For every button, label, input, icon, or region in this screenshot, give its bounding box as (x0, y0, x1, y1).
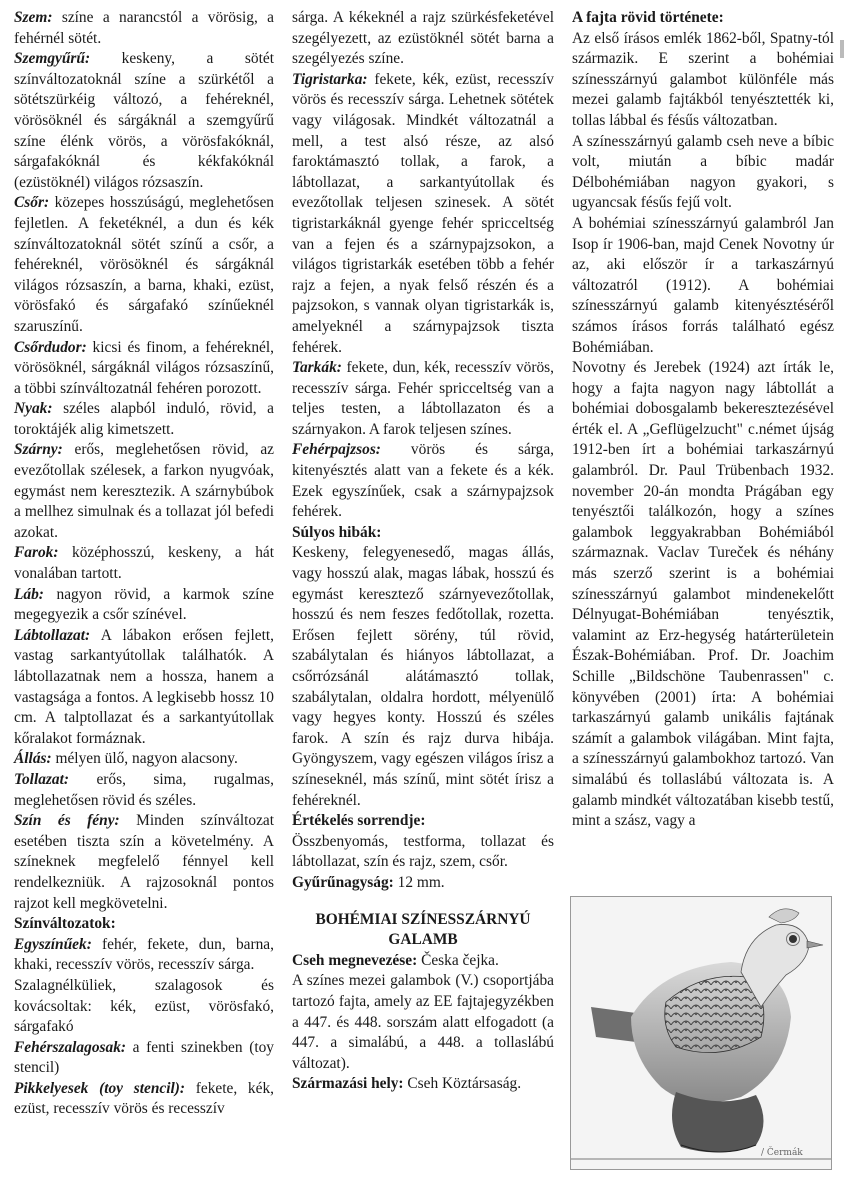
field-text: Keskeny, felegyenesedő, magas állás, vagy hosszú alak, magas lábak, hosszú és egymást keresztező szárnyevezőtollak, hosszú és nem feszes fedőtollak, rozetta. Erősen fejlett sörény, túl rövid, szabálytalan és hiányos lábtollazat, a csőrrózsánál alátámasztó tollak, szabálytalan, oldalra hordott, mélyenülő vagy hegyes konty. Hosszú és széles farok. A szín és rajz durva hibája. Gyöngyszem, vagy egészen világos írisz a színeseknél, más színű, mint sötét írisz a fehéreknél. (292, 544, 554, 809)
history-heading: A fajta rövid története: (572, 9, 724, 26)
section-label: Gyűrűnagyság: (292, 873, 394, 891)
section-label: Színváltozatok: (14, 915, 116, 933)
col2-paragraph (292, 8, 554, 70)
field-label: Fehérszalagosak: (14, 1038, 127, 1056)
col1-paragraph (14, 440, 274, 543)
col1-paragraph (14, 976, 274, 1038)
field-text: keskeny, a sötét színváltozatoknál színe a szürkétől a sötétszürkéig változó, a fehéreknél, vörösöknél és sárgáknál a szemgyűrű színe élénk vörös, a vörösfakóknál, sárgafakóknál és kékfakóknál (ezüstöknél) világos rózsaszín. (14, 50, 274, 191)
history-paragraph: Novotny és Jerebek (1924) azt írták le, hogy a fajta nagyon nagy lábtollát a bohémiai dobosgalamb bekeresztezésével érték el. A „Geflügelzucht" c.német újság 1912-ben írt a bohémiai tarkaszárnyú galambról. Dr. Paul Trübenbach 1932. november 20-án mondta Prágában egy tenyésztői találkozón, hogy a színes galambok leggyakrabban Bohémiából származnak. Vaclav Tureček és néhány más szerző szerint is a bohémiai színesszárnyú galambot mindenekelőtt Délnyugat-Bohémiában tenyésztik, valamint az Erz-hegység határterületein Észak-Bohémiában. Prof. Dr. Joachim Schille „Bildschöne Taubenrassen" c. könyvében (2001) írta: A bohémiai tarkaszárnyú galamb unikális fajtának számít a galambok világában. Mint fajta, a színesszárnyú galambokhoz tartozó. Van simalábú és tollaslábú változata is. A galamb mindkét változatában kisebb testű, mint a szász, vagy a (572, 359, 834, 830)
field-text: fekete, dun, kék, recesszív vörös, recesszív sárga. Fehér spricceltség van a teljes testen, a lábtollazaton és a szárnyakon. A farok teljesen színes. (292, 359, 554, 438)
field-text: A lábakon erősen fejlett, vastag sarkantyútollak találhatók. A lábtollazatnak nem a hossza, hanem a vastagsága a fontos. A legkisebb hossz 10 cm. A talptollazat és a sarkantyútollak kőralakot formáznak. (14, 626, 274, 747)
field-text: erős, sima, rugalmas, meglehetősen rövid és széles. (14, 770, 274, 809)
field-text: közepes hosszúságú, meglehetősen fejletlen. A feketéknél, a dun és kék színváltozatoknál sötét színű a csőr, a fehéreknél, vörösöknél és sárgáknál világos rózsaszín, a barna, khaki, ezüst, vörösfakó és sárgafakó színűeknél szaruszínű. (14, 194, 274, 335)
pigeon-drawing-icon (571, 897, 831, 1169)
field-label: Farok: (14, 544, 59, 562)
col2b-paragraph (292, 971, 554, 1074)
section-label: Értékelés sorrendje: (292, 812, 426, 830)
field-text: Szalagnélküliek, szalagosok és kovácsoltak: kék, ezüst, vörösfakó, sárgafakó (14, 976, 274, 1036)
col1-paragraph (14, 914, 274, 935)
col1-paragraph (14, 399, 274, 440)
field-label: Szárny: (14, 441, 63, 459)
col1-paragraph (14, 935, 274, 976)
col1-paragraph (14, 1079, 274, 1120)
field-text: A színes mezei galambok (V.) csoportjába tartozó fajta, amely az EE fajtajegyzékben a 447. és 448. sorszám alatt elfogadott (a 447. a simalábú, a 448. a tollaslábú változat). (292, 972, 554, 1072)
field-text: széles alapból induló, rövid, a toroktájék alig kimetszett. (14, 400, 274, 438)
col2-paragraph (292, 358, 554, 440)
field-text: középhosszú, keskeny, a hát vonalában tartott. (14, 544, 274, 583)
field-label: Nyak: (14, 400, 53, 418)
field-label: Állás: (14, 750, 52, 768)
col1-paragraph (14, 626, 274, 750)
field-text: fekete, kék, ezüst, recesszív vörös és recesszív (14, 1079, 274, 1118)
col2-paragraph (292, 811, 554, 832)
field-label: Csőrdudor: (14, 338, 87, 356)
field-text: mélyen ülő, nagyon alacsony. (51, 750, 238, 768)
field-text: erős, meglehetősen rövid, az evezőtollak szélesek, a farkon nyugvóak, egymást nem keresztezik. A szárnybúbok a mellhez simulnak és a tollazat jól befedi azokat. (14, 441, 274, 541)
col1-paragraph (14, 770, 274, 811)
field-text: vörös és sárga, kitenyésztés alatt van a fekete és a kék. Ezek egyszínűek, csak a szárnypajzsok fehérek. (292, 441, 554, 521)
section-label: Súlyos hibák: (292, 523, 382, 541)
col2-paragraph (292, 523, 554, 544)
field-text: színe a narancstól a vörösig, a fehérnél sötét. (14, 9, 274, 47)
field-text: nagyon rövid, a karmok színe megegyezik a csőr színével. (14, 585, 274, 624)
col1-paragraph (14, 49, 274, 193)
field-text: Cseh Köztársaság. (403, 1075, 522, 1093)
column-3 (572, 8, 834, 832)
col2-paragraph (292, 70, 554, 358)
section-label: Származási hely: (292, 1075, 404, 1093)
field-text: a fenti szinekben (toy stencil) (14, 1038, 274, 1077)
field-label: Tigristarka: (292, 70, 368, 88)
col2-paragraph (292, 543, 554, 811)
field-text: Összbenyomás, testforma, tollazat és lábtollazat, szín és rajz, szem, csőr. (292, 832, 554, 871)
field-label: Láb: (14, 585, 44, 603)
field-label: Tarkák: (292, 359, 342, 377)
field-label: Csőr: (14, 194, 50, 212)
field-text: Minden színváltozat esetében tiszta szín a követelmény. A színeknek megfelelő fénnyel kell rendelkezniük. A rajzosoknál pontos rajzot kell megkövetelni. (14, 812, 275, 912)
col2b-paragraph (292, 1074, 554, 1095)
field-text: sárga. A kékeknél a rajz szürkésfeketével szegélyezett, az ezüstöknél sötét barna a szegélyezés színe. (292, 9, 554, 68)
field-text: fehér, fekete, dun, barna, khaki, recesszív vörös, recesszív sárga. (14, 935, 274, 974)
field-label: Szín és fény: (14, 812, 120, 830)
field-label: Tollazat: (14, 770, 70, 788)
section-title-line-1: BOHÉMIAI SZÍNESSZÁRNYÚ (315, 910, 531, 928)
field-text: fekete, kék, ezüst, recesszív vörös és recesszív sárga. Lehetnek sötétek vagy világosak. Mindkét változatnál a mell, a test alsó része, az alsó faroktámasztó tollak, a farok, a lábtollazat, a sarkantyútollak és evezőtollak teljesen szinesek. A sötét tigristarkáknál gyenge fehér spricceltség van a fejen és a szárnypajzsokon, a világos tigristarkák esetében több a fehér rajz a fejen, a nyak felső részén és a pajzsokon, s vannak olyan tigristarkák is, amelyeknél a szárnypajzsok tiszta fehérek. (292, 70, 554, 356)
section-label: Cseh megnevezése: (292, 951, 418, 969)
col1-paragraph (14, 749, 274, 770)
field-label: Szemgyűrű: (14, 50, 91, 68)
field-label: Lábtollazat: (14, 626, 91, 644)
field-label: Egyszínűek: (14, 935, 92, 953)
section-title-line-2: GALAMB (388, 931, 458, 949)
history-paragraph: Az első írásos emlék 1862-ből, Spatny-tól származik. E szerint a bohémiai színesszárnyú galambot különféle más mezei galamb fajtákból tenyésztették ki, tollas lábbal és fésűs változatban. (572, 29, 834, 129)
field-label: Szem: (14, 9, 53, 26)
page-edge-mark (840, 40, 844, 58)
col2-paragraph (292, 440, 554, 522)
col1-paragraph (14, 1038, 274, 1079)
pigeon-illustration (570, 896, 832, 1170)
svg-text:/ Čermák: / Čermák (761, 1148, 803, 1158)
col2-paragraph (292, 832, 554, 873)
col1-paragraph (14, 811, 274, 914)
col1-paragraph (14, 338, 274, 400)
col1-paragraph (14, 193, 274, 337)
history-paragraph: A színesszárnyú galamb cseh neve a bíbic volt, miután a bíbic madár Délbohémiában nagyon gyakori, s ugyancsak fésűs fejű volt. (572, 132, 834, 212)
section-title (292, 910, 554, 951)
field-label: Pikkelyesek (toy stencil): (14, 1079, 186, 1097)
col1-paragraph (14, 8, 274, 49)
col2-paragraph (292, 873, 554, 894)
col1-paragraph (14, 543, 274, 584)
field-text: Česka čejka. (417, 951, 499, 969)
column-2 (292, 8, 554, 1095)
history-paragraph: A bohémiai színesszárnyú galambról Jan Isop ír 1906-ban, majd Cenek Novotny úr az, aki először ír a tarkaszárnyú változatról (1912). A bohémiai színesszárnyú galamb kitenyésztéséről számos írásos forrás található egész Bohémiában. (572, 214, 834, 356)
col1-paragraph (14, 585, 274, 626)
col2b-paragraph (292, 951, 554, 972)
field-label: Fehérpajzsos: (292, 441, 381, 459)
field-text: kicsi és finom, a fehéreknél, vörösöknél, sárgáknál világos rózsaszínű, a többi színváltozatnál fehéren porozott. (14, 338, 274, 397)
column-1 (14, 8, 274, 1120)
field-text: 12 mm. (393, 873, 445, 891)
